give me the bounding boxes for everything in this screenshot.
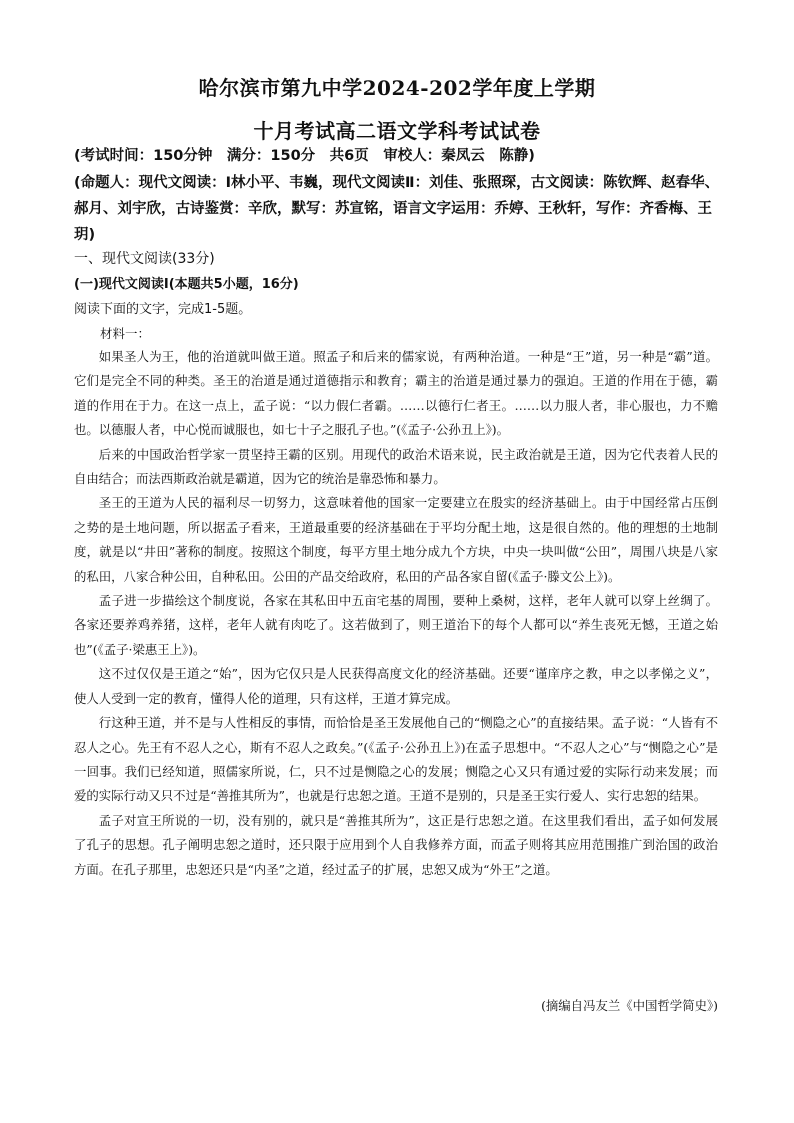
subsection-heading: (一)现代文阅读Ⅰ(本题共5小题，16分) (74, 277, 299, 292)
source-citation: (摘编自冯友兰《中国哲学简史》) (541, 998, 718, 1013)
committee-list: (命题人：现代文阅读：Ⅰ林小平、韦巍，现代文阅读Ⅱ：刘佳、张照琛，古文阅读：陈钦辉、赵春华、郝月、刘宇欣，古诗鉴赏：辛欣，默写：苏宣铭，语言文字运用：乔婷、王秋轩，写作：齐香梅、王玥) (74, 175, 720, 243)
section-heading: 一、现代文阅读(33分) (74, 251, 215, 267)
reading-instruction: 阅读下面的文字，完成1-5题。 (74, 302, 252, 317)
exam-title: 哈尔滨市第九中学2024-202学年度上学期 (198, 76, 596, 100)
paragraph: 这不过仅仅是王道之“始”，因为它仅只是人民获得高度文化的经济基础。还要“谨庠序之教，申之以孝悌之义”，使人人受到一定的教育，懂得人伦的道理，只有这样，王道才算完成。 (74, 666, 718, 706)
paragraph: 孟子对宣王所说的一切，没有别的，就只是“善推其所为”，这正是行忠恕之道。在这里我们看出，孟子如何发展了孔子的思想。孔子阐明忠恕之道时，还只限于应用到个人自我修养方面，而孟子则将其应用范围推广到治国的政治方面。在孔子那里，忠恕还只是“内圣”之道，经过孟子的扩展，忠恕又成为“外王”之道。 (74, 812, 718, 877)
paragraph: 圣王的王道为人民的福利尽一切努力，这意味着他的国家一定要建立在殷实的经济基础上。由于中国经常占压倒之势的是土地问题，所以据孟子看来，王道最重要的经济基础在于平均分配土地，这是很自然的。他的理想的土地制度，就是以“井田”著称的制度。按照这个制度，每平方里土地分成九个方块，中央一块叫做“公田”，周围八块是八家的私田，八家合种公田，自种私田。公田的产品交给政府，私田的产品各家自留(《孟子·滕文公上》)。 (74, 495, 718, 584)
paragraph: 后来的中国政治哲学家一贯坚持王霸的区别。用现代的政治术语来说，民主政治就是王道，因为它代表着人民的自由结合；而法西斯政治就是霸道，因为它的统治是靠恐怖和暴力。 (74, 446, 718, 487)
exam-subtitle: 十月考试高二语文学科考试试卷 (253, 119, 541, 143)
material-label: 材料一： (100, 326, 151, 341)
paragraph: 如果圣人为王，他的治道就叫做王道。照孟子和后来的儒家说，有两种治道。一种是“王”道，另一种是“霸”道。它们是完全不同的种类。圣王的治道是通过道德指示和教育；霸主的治道是通过暴力的强迫。王道的作用在于德，霸道的作用在于力。在这一点上，孟子说：“以力假仁者霸。……以德行仁者王。……以力服人者，非心服也，力不赡也。以德服人者，中心悦而诚服也，如七十子之服孔子也。”(《孟子·公孙丑上》)。 (74, 349, 718, 438)
material-body (74, 345, 718, 882)
paragraph: 孟子进一步描绘这个制度说，各家在其私田中五亩宅基的周围，要种上桑树，这样，老年人就可以穿上丝绸了。各家还要养鸡养猪，这样，老年人就有肉吃了。这若做到了，则王道治下的每个人都可以“养生丧死无憾，王道之始也”(《孟子·梁惠王上》)。 (74, 593, 718, 657)
exam-info: (考试时间：150分钟 满分：150分 共6页 审校人：秦凤云 陈静) (74, 148, 535, 164)
paragraph: 行这种王道，并不是与人性相反的事情，而恰恰是圣王发展他自己的“恻隐之心”的直接结果。孟子说：“人皆有不忍人之心。先王有不忍人之心，斯有不忍人之政矣。”(《孟子·公孙丑上》)在孟子思想中。“不忍人之心”与“恻隐之心”是一回事。我们已经知道，照儒家所说，仁，只不过是恻隐之心的发展；恻隐之心又只有通过爱的实际行动来发展；而爱的实际行动又只不过是“善推其所为”，也就是行忠恕之道。王道不是别的，只是圣王实行爱人、实行忠恕的结果。 (74, 715, 718, 804)
